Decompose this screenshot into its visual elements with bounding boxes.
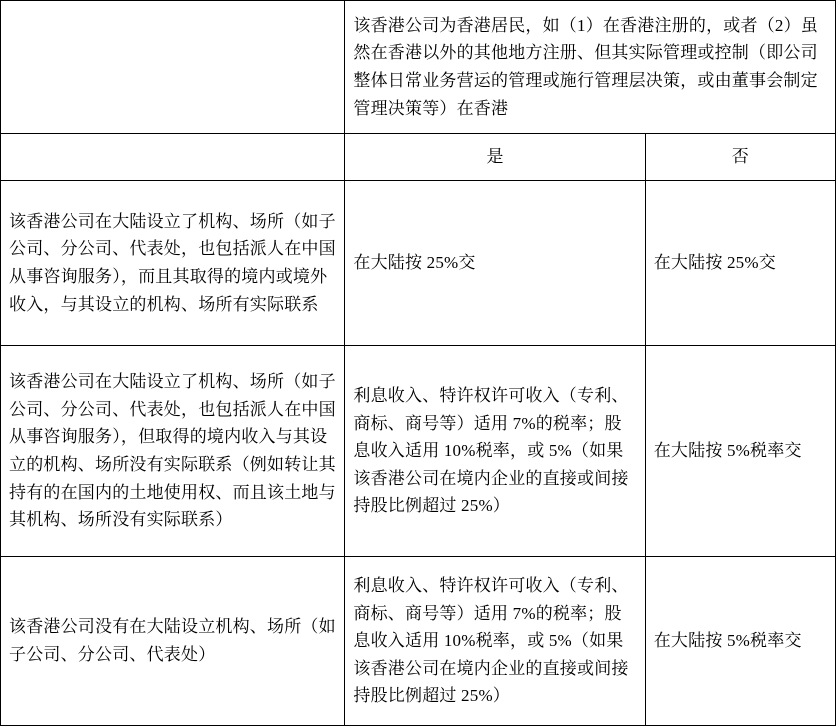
row-3-no-value: 在大陆按 5%税率交 [645,557,835,726]
row-3-label: 该香港公司没有在大陆设立机构、场所（如子公司、分公司、代表处） [1,557,345,726]
row-label-header-cell [1,134,345,181]
table-row [1,1,836,134]
row-1-yes-value: 在大陆按 25%交 [345,181,645,346]
row-1-no-value: 在大陆按 25%交 [645,181,835,346]
table-row [1,346,836,557]
column-header-no: 否 [645,134,835,181]
column-header-yes: 是 [345,134,645,181]
table-corner-blank-cell [1,1,345,134]
table-row [1,181,836,346]
row-3-yes-value: 利息收入、特许权许可收入（专利、商标、商号等）适用 7%的税率；股息收入适用 10%税率，或 5%（如果该香港公司在境内企业的直接或间接持股比例超过 25%） [345,557,645,726]
residency-statement-cell: 该香港公司为香港居民，如（1）在香港注册的，或者（2）虽然在香港以外的其他地方注册、但其实际管理或控制（即公司整体日常业务营运的管理或施行管理层决策，或由董事会制定管理决策等）在香港 [345,1,836,134]
row-2-yes-value: 利息收入、特许权许可收入（专利、商标、商号等）适用 7%的税率；股息收入适用 10%税率，或 5%（如果该香港公司在境内企业的直接或间接持股比例超过 25%） [345,346,645,557]
table-row [1,134,836,181]
row-2-label: 该香港公司在大陆设立了机构、场所（如子公司、分公司、代表处，也包括派人在中国从事咨询服务），但取得的境内收入与其设立的机构、场所没有实际联系（例如转让其持有的在国内的土地使用权、而且该土地与其机构、场所没有实际联系） [1,346,345,557]
row-2-no-value: 在大陆按 5%税率交 [645,346,835,557]
row-1-label: 该香港公司在大陆设立了机构、场所（如子公司、分公司、代表处，也包括派人在中国从事咨询服务），而且其取得的境内或境外收入，与其设立的机构、场所有实际联系 [1,181,345,346]
table-row [1,557,836,726]
